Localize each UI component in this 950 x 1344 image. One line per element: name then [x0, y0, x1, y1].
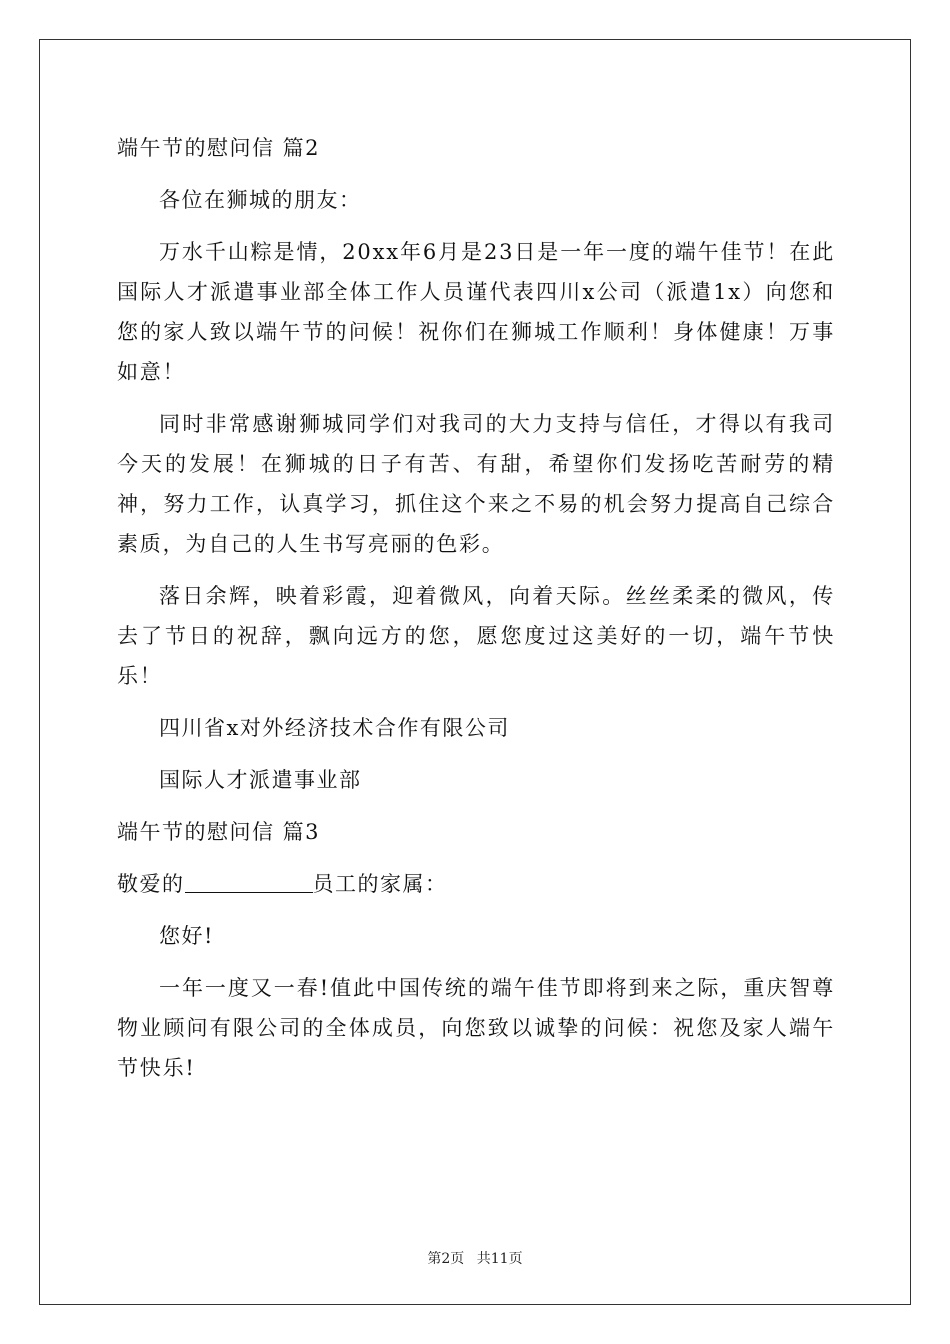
salutation-suffix: 员工的家属：	[312, 872, 448, 896]
section-heading-2: 端午节的慰问信 篇2	[117, 136, 321, 160]
page-footer	[0, 1248, 950, 1268]
hello: 您好!	[159, 924, 214, 948]
page-total: 共11页	[476, 1251, 523, 1267]
document-body	[117, 128, 835, 1100]
paragraph-4: 一年一度又一春!值此中国传统的端午佳节即将到来之际，重庆智尊物业顾问有限公司的全体成员，向您致以诚挚的问候：祝您及家人端午节快乐!	[117, 976, 835, 1080]
paragraph-2: 同时非常感谢狮城同学们对我司的大力支持与信任，才得以有我司今天的发展！在狮城的日子有苦、有甜，希望你们发扬吃苦耐劳的精神，努力工作，认真学习，抓住这个来之不易的机会努力提高自己综合素质，为自己的人生书写亮丽的色彩。	[117, 412, 835, 556]
salutation-prefix: 敬爱的	[117, 872, 185, 896]
page-number: 第2页	[427, 1251, 465, 1267]
signature-company: 四川省x对外经济技术合作有限公司	[159, 716, 510, 740]
signature-department: 国际人才派遣事业部	[159, 768, 362, 792]
paragraph-3: 落日余辉，映着彩霞，迎着微风，向着天际。丝丝柔柔的微风，传去了节日的祝辞，飘向远方的您，愿您度过这美好的一切，端午节快乐！	[117, 584, 835, 688]
blank-line	[185, 868, 313, 893]
salutation	[117, 864, 835, 904]
greeting: 各位在狮城的朋友：	[159, 188, 362, 212]
paragraph-1: 万水千山粽是情，20xx年6月是23日是一年一度的端午佳节！在此国际人才派遣事业部全体工作人员谨代表四川x公司（派遣1x）向您和您的家人致以端午节的问候！祝你们在狮城工作顺利！身体健康！万事如意！	[117, 240, 835, 384]
section-heading-3: 端午节的慰问信 篇3	[117, 820, 321, 844]
